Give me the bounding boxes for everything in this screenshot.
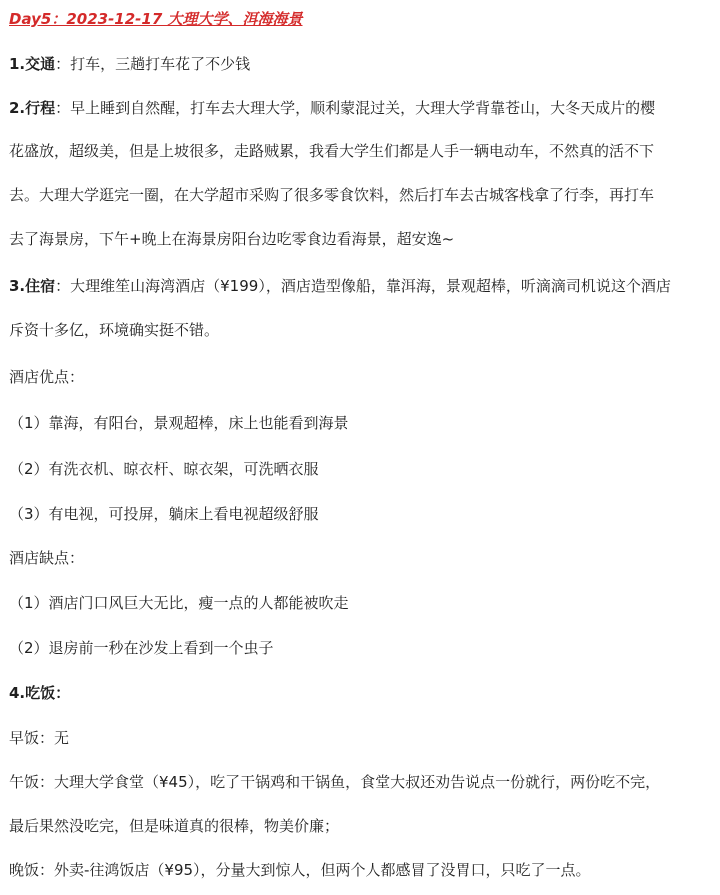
pros-item-3: （3）有电视，可投屏，躺床上看电视超级舒服	[9, 505, 319, 523]
pros-title: 酒店优点：	[9, 368, 85, 386]
itinerary-label: 2.行程	[9, 99, 56, 117]
lodging-line-2: 斥资十多亿，环境确实挺不错。	[9, 321, 220, 339]
lunch-line-1: 午饭：大理大学食堂（¥45），吃了干锅鸡和干锅鱼，食堂大叔还劝告说点一份就行，两份吃不完，	[9, 773, 661, 791]
page-title: Day5：2023-12-17 大理大学、洱海海景	[9, 10, 303, 28]
itinerary-line-3: 去。大理大学逛完一圈，在大学超市采购了很多零食饮料，然后打车去古城客栈拿了行李，再打车	[9, 186, 655, 204]
itinerary-line-1	[9, 98, 655, 118]
food-label: 4.吃饭：	[9, 684, 71, 702]
transport-paragraph	[9, 54, 250, 74]
lodging-text-1: ：大理维笙山海湾酒店（¥199），酒店造型像船，靠洱海，景观超棒，听滴滴司机说这个酒店	[55, 277, 671, 295]
lunch-line-2: 最后果然没吃完，但是味道真的很棒，物美价廉；	[9, 817, 340, 835]
pros-item-2: （2）有洗衣机、晾衣杆、晾衣架，可洗晒衣服	[9, 460, 319, 478]
itinerary-text-1: ：早上睡到自然醒，打车去大理大学，顺利蒙混过关，大理大学背靠苍山，大冬天成片的樱	[55, 99, 656, 117]
pros-item-1: （1）靠海，有阳台，景观超棒，床上也能看到海景	[9, 414, 349, 432]
dinner-line: 晚饭：外卖-往鸿饭店（¥95），分量大到惊人，但两个人都感冒了没胃口，只吃了一点。	[9, 861, 591, 879]
breakfast-line: 早饭：无	[9, 729, 70, 747]
lodging-line-1	[9, 276, 671, 296]
lodging-label: 3.住宿	[9, 277, 56, 295]
itinerary-line-4: 去了海景房，下午+晚上在海景房阳台边吃零食边看海景，超安逸~	[9, 230, 455, 248]
cons-item-1: （1）酒店门口风巨大无比，瘦一点的人都能被吹走	[9, 594, 349, 612]
cons-item-2: （2）退房前一秒在沙发上看到一个虫子	[9, 639, 274, 657]
transport-label: 1.交通	[9, 55, 56, 73]
cons-title: 酒店缺点：	[9, 549, 85, 567]
itinerary-line-2: 花盛放，超级美，但是上坡很多，走路贼累，我看大学生们都是人手一辆电动车，不然真的活不下	[9, 142, 655, 160]
transport-text: ：打车，三趟打车花了不少钱	[55, 55, 251, 73]
